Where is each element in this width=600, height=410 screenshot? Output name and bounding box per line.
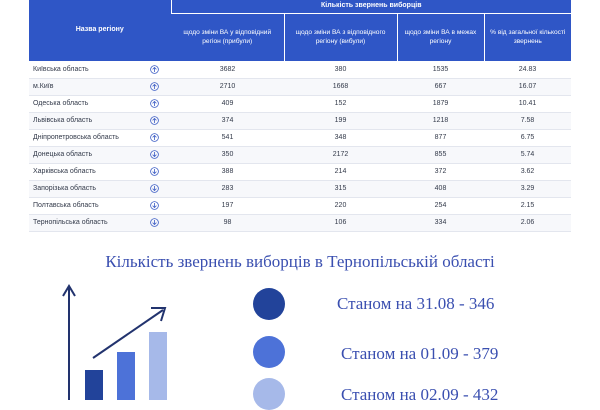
value-in: 541 (171, 129, 284, 146)
value-in: 283 (171, 180, 284, 197)
table-row (29, 163, 571, 180)
value-out: 106 (284, 214, 397, 231)
value-in: 197 (171, 197, 284, 214)
arrow-up-circle-icon (150, 116, 159, 125)
arrow-down-circle-icon (150, 150, 159, 159)
value-out: 220 (284, 197, 397, 214)
value-within: 1535 (397, 61, 484, 78)
value-within: 877 (397, 129, 484, 146)
status-dot-medium (253, 336, 285, 368)
value-pct: 2.06 (484, 214, 571, 231)
arrow-down-circle-icon (150, 167, 159, 176)
status-item-1 (253, 288, 573, 320)
value-out: 152 (284, 95, 397, 112)
value-out: 199 (284, 112, 397, 129)
value-within: 1879 (397, 95, 484, 112)
table-row (29, 95, 571, 112)
status-text-2: Станом на 01.09 - 379 (341, 344, 499, 363)
arrow-up-circle-icon (150, 99, 159, 108)
region-name: Харківська область (29, 163, 137, 180)
region-name: Львівська область (29, 112, 137, 129)
status-dot-light (253, 378, 285, 410)
value-pct: 2.15 (484, 197, 571, 214)
value-out: 214 (284, 163, 397, 180)
trend-cell (137, 112, 171, 129)
header-pct: % від загальної кількості звернень (484, 14, 571, 62)
value-pct: 16.07 (484, 78, 571, 95)
trend-cell (137, 197, 171, 214)
value-out: 348 (284, 129, 397, 146)
header-out: щодо зміни ВА з відповідного регіону (вибули) (284, 14, 397, 62)
regions-table (29, 0, 571, 232)
value-in: 98 (171, 214, 284, 231)
arrow-up-circle-icon (150, 65, 159, 74)
value-within: 855 (397, 146, 484, 163)
trend-cell (137, 78, 171, 95)
table-row (29, 78, 571, 95)
table-row (29, 61, 571, 78)
value-within: 667 (397, 78, 484, 95)
value-pct: 7.58 (484, 112, 571, 129)
value-pct: 10.41 (484, 95, 571, 112)
region-name: Тернопільська область (29, 214, 137, 231)
header-group: Кількість звернень виборців (171, 0, 571, 14)
arrow-up-circle-icon (150, 82, 159, 91)
arrow-down-circle-icon (150, 201, 159, 210)
value-out: 315 (284, 180, 397, 197)
value-pct: 3.62 (484, 163, 571, 180)
value-pct: 5.74 (484, 146, 571, 163)
value-within: 1218 (397, 112, 484, 129)
value-in: 374 (171, 112, 284, 129)
table-row (29, 214, 571, 231)
table-row (29, 112, 571, 129)
region-name: Дніпропетровська область (29, 129, 137, 146)
value-in: 409 (171, 95, 284, 112)
region-name: Запорізька область (29, 180, 137, 197)
arrow-up-circle-icon (150, 133, 159, 142)
value-in: 388 (171, 163, 284, 180)
header-in: щодо зміни ВА у відповідний регіон (прибули) (171, 14, 284, 62)
region-name: м.Київ (29, 78, 137, 95)
trend-cell (137, 95, 171, 112)
value-within: 408 (397, 180, 484, 197)
value-within: 334 (397, 214, 484, 231)
value-within: 372 (397, 163, 484, 180)
trend-cell (137, 163, 171, 180)
trend-cell (137, 146, 171, 163)
table-body (29, 61, 571, 231)
value-out: 1668 (284, 78, 397, 95)
status-item-2 (253, 336, 573, 368)
status-dot-dark (253, 288, 285, 320)
header-within: щодо зміни ВА в межах регіону (397, 14, 484, 62)
status-text-1: Станом на 31.08 - 346 (337, 294, 495, 313)
trend-cell (137, 61, 171, 78)
arrow-down-circle-icon (150, 218, 159, 227)
region-name: Донецька область (29, 146, 137, 163)
growth-chart-icon (55, 280, 185, 400)
value-out: 380 (284, 61, 397, 78)
table-row (29, 129, 571, 146)
arrow-down-circle-icon (150, 184, 159, 193)
value-pct: 6.75 (484, 129, 571, 146)
value-in: 3682 (171, 61, 284, 78)
region-name: Полтавська область (29, 197, 137, 214)
status-text-3: Станом на 02.09 - 432 (341, 385, 499, 404)
infographic-title: Кількість звернень виборців в Тернопільській області (105, 252, 495, 271)
trend-cell (137, 129, 171, 146)
trend-cell (137, 180, 171, 197)
status-item-3 (253, 378, 573, 410)
table-row (29, 197, 571, 214)
value-pct: 3.29 (484, 180, 571, 197)
value-out: 2172 (284, 146, 397, 163)
region-name: Київська область (29, 61, 137, 78)
table-row (29, 180, 571, 197)
trend-cell (137, 214, 171, 231)
value-in: 2710 (171, 78, 284, 95)
region-name: Одеська область (29, 95, 137, 112)
value-within: 254 (397, 197, 484, 214)
table-row (29, 146, 571, 163)
value-in: 350 (171, 146, 284, 163)
value-pct: 24.83 (484, 61, 571, 78)
header-region: Назва регіону (29, 0, 171, 61)
